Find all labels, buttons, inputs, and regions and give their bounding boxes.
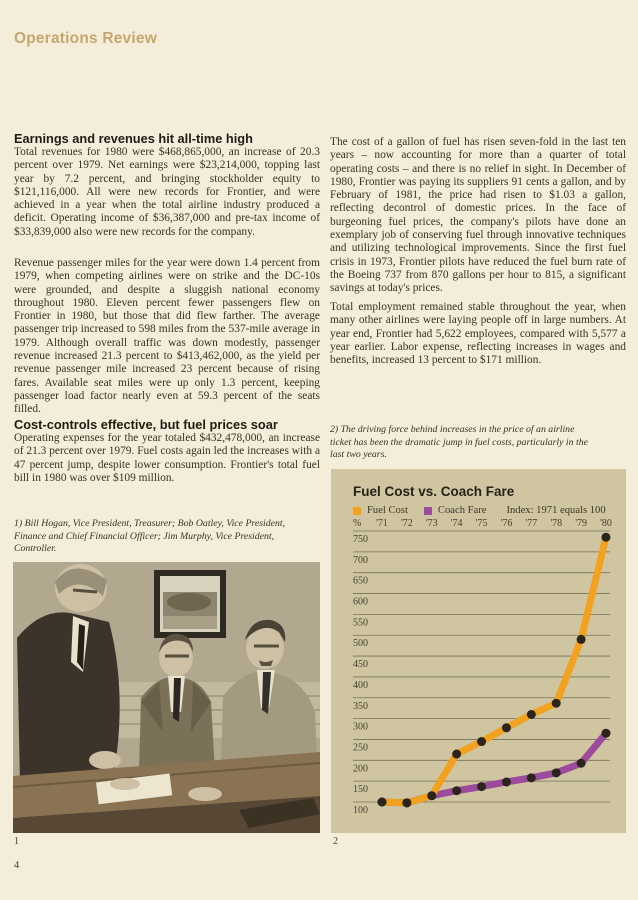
svg-text:350: 350 [353, 700, 368, 712]
heading-cost-controls: Cost-controls effective, but fuel prices soar [14, 417, 278, 432]
svg-text:300: 300 [353, 721, 368, 733]
svg-text:'80: '80 [600, 518, 612, 529]
coach-fare-legend-label: Coach Fare [437, 505, 487, 516]
svg-text:'75: '75 [475, 518, 488, 529]
paragraph-expenses: Operating expenses for the year totaled $432,478,000, an increase of 21.3 percent over 1979. Fuel costs again led the increases with a 47 percent jump, despite lower consumption. Frontier's total fuel bill in 1980 was over $109 million. [14, 432, 320, 484]
svg-text:650: 650 [353, 575, 368, 587]
framed-picture [154, 570, 226, 638]
paragraph-earnings: Total revenues for 1980 were $468,865,000, an increase of 20.3 percent over 1979. Net earnings were $23,214,000, topping last year by 7.2 percent, and bringing stockholder equity to $121,116,000. All were new records for Frontier, and were achieved in a year when the total airline industry produced a deficit. Operating income of $36,387,000 and pre-tax income of $33,839,000 also were new records for the company. [14, 146, 320, 238]
figure2-number: 2 [333, 836, 338, 847]
paragraph-fuel-cost: The cost of a gallon of fuel has risen seven-fold in the last ten years – now accounting for more than a quarter of total operating costs – and there is no relief in sight. In December of 1980, Frontier was paying its suppliers 91 cents a gallon, and by February of 1981, the price had risen to $1.03 a gallon, reflecting decontrol of domestic prices. In the face of burgeoning fuel prices, the company's pilots have done an exemplary job of conserving fuel through innovative techniques and utilizing technological improvements. Since the first fuel crisis in 1973, Frontier pilots have reduced the fuel burn rate of the Boeing 737 from 870 gallons per hour to 815, a significant savings at today's prices. [330, 136, 626, 295]
svg-text:600: 600 [353, 596, 368, 608]
svg-text:200: 200 [353, 763, 368, 775]
svg-text:750: 750 [353, 534, 368, 545]
svg-text:'77: '77 [525, 518, 538, 529]
svg-text:100: 100 [353, 805, 368, 816]
chart-title: Fuel Cost vs. Coach Fare [353, 484, 515, 499]
chart-caption: 2) The driving force behind increases in the price of an airline ticket has been the dramatic jump in fuel costs, particularly in the last two years. [330, 424, 588, 460]
photo-caption: 1) Bill Hogan, Vice President, Treasurer; Bob Oatley, Vice President, Finance and Chief Financial Officer; Jim Murphy, Vice President, Controller. [14, 518, 286, 554]
svg-text:450: 450 [353, 659, 368, 671]
paragraph-traffic: Revenue passenger miles for the year were down 1.4 percent from 1979, when competing airlines were on strike and the DC-10s were grounded, and despite a sluggish national economy throughout 1980. Eleven percent fewer passengers flew on Frontier in 1980, but those that did flew farther. The average passenger trip increased to 598 miles from the 537-mile average in 1979. Although overall traffic was down modestly, passenger revenue increased 21.3 percent to $413,462,000, as the yield per revenue passenger mile increased 23 percent because of rising fares. Available seat miles were up only 1.3 percent, keeping passenger load factor nearly even at 59.3 percent of the seats filled. [14, 257, 320, 416]
page-title: Operations Review [14, 30, 157, 47]
heading-earnings: Earnings and revenues hit all-time high [14, 131, 253, 146]
svg-text:'73: '73 [425, 518, 438, 529]
figure1-number: 1 [14, 836, 19, 847]
svg-text:'74: '74 [450, 518, 463, 529]
svg-text:700: 700 [353, 554, 368, 566]
fuel-vs-coach-line-chart [331, 469, 626, 833]
svg-text:400: 400 [353, 679, 368, 691]
paragraph-employment: Total employment remained stable throughout the year, when many other airlines were laying people off in large numbers. At year end, Frontier had 5,622 employees, compared with 5,577 a year earlier. Labor expense, reflecting increases in wages and benefits, increased 13 percent to $171 million. [330, 301, 626, 367]
index-note: Index: 1971 equals 100 [506, 505, 606, 516]
svg-text:'71: '71 [376, 518, 388, 529]
svg-text:550: 550 [353, 617, 368, 629]
svg-text:%: % [353, 518, 362, 529]
executives-photo [13, 562, 320, 833]
svg-text:250: 250 [353, 742, 368, 754]
svg-text:150: 150 [353, 784, 368, 796]
fuel-cost-legend-label: Fuel Cost [367, 505, 408, 516]
fuel-cost-chart-panel [331, 469, 626, 833]
page-number: 4 [14, 860, 20, 871]
svg-text:'72: '72 [400, 518, 413, 529]
svg-text:'79: '79 [575, 518, 588, 529]
svg-text:'76: '76 [500, 518, 513, 529]
svg-text:'78: '78 [550, 518, 563, 529]
svg-text:500: 500 [353, 638, 368, 650]
